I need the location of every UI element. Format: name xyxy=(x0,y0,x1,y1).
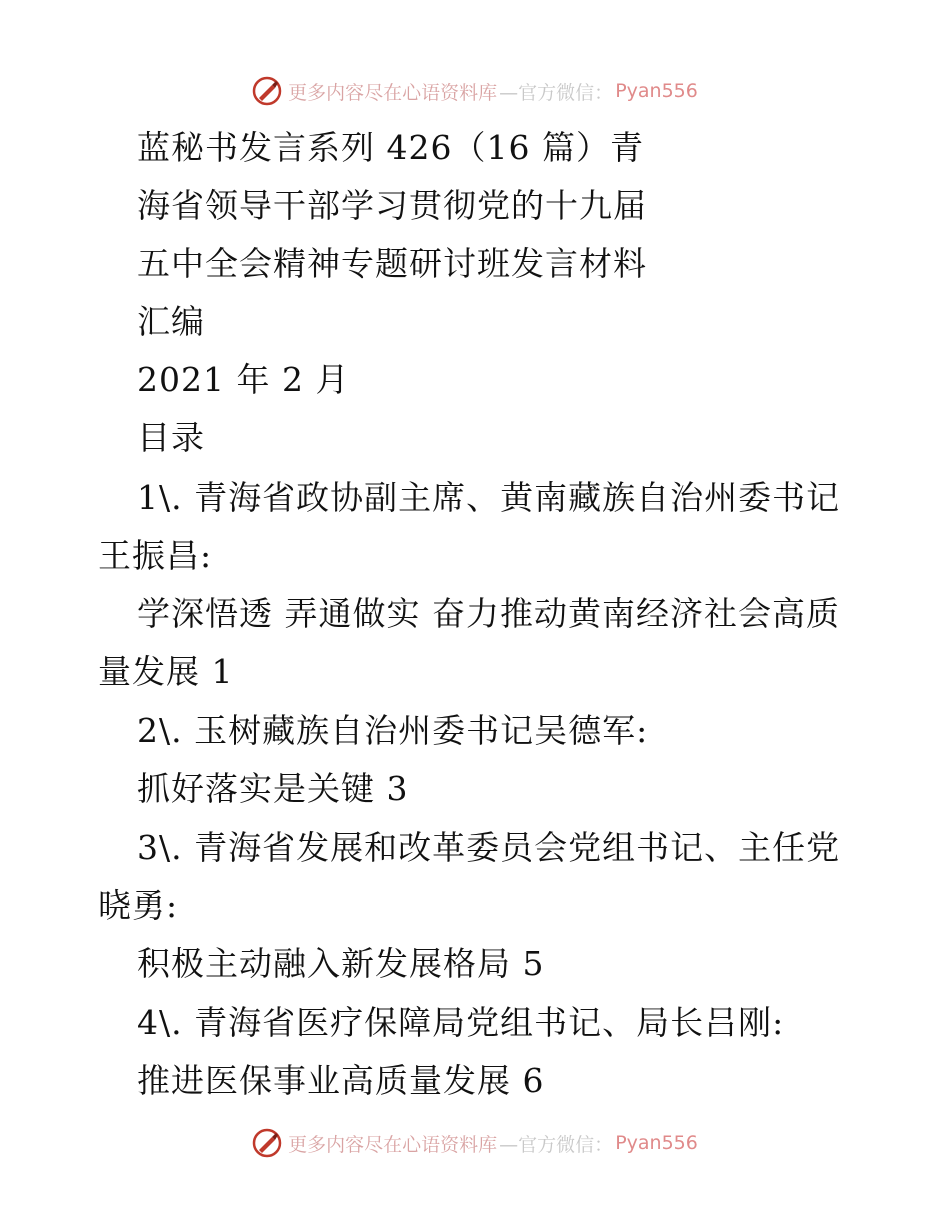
toc-subtitle-3: 积极主动融入新发展格局 5 xyxy=(137,944,545,983)
title-line-3: 五中全会精神专题研讨班发言材料 xyxy=(137,244,647,283)
title-line-2: 海省领导干部学习贯彻党的十九届 xyxy=(137,186,647,225)
watermark-text: 更多内容尽在心语资料库 xyxy=(288,81,498,104)
toc-entry-1: 1\. 青海省政协副主席、黄南藏族自治州委书记 xyxy=(137,478,841,517)
watermark-code: Pyan556 xyxy=(615,80,698,102)
title-line-4: 汇编 xyxy=(137,302,205,341)
footer-watermark xyxy=(0,1128,950,1158)
quill-pen-icon xyxy=(252,1128,282,1158)
toc-subtitle-2: 抓好落实是关键 3 xyxy=(137,769,409,808)
toc-entry-4: 4\. 青海省医疗保障局党组书记、局长吕刚: xyxy=(137,1003,785,1042)
watermark-dash-text: —官方微信： xyxy=(499,1133,614,1156)
toc-subtitle-4: 推进医保事业高质量发展 6 xyxy=(137,1061,545,1100)
toc-heading: 目录 xyxy=(137,418,205,457)
title-line-1: 蓝秘书发言系列 426（16 篇）青 xyxy=(137,128,644,167)
toc-entry-3: 3\. 青海省发展和改革委员会党组书记、主任党 xyxy=(137,828,841,867)
toc-entry-1-cont: 王振昌: xyxy=(98,536,213,575)
toc-subtitle-1-cont: 量发展 1 xyxy=(98,652,234,691)
toc-entry-2: 2\. 玉树藏族自治州委书记吴德军: xyxy=(137,711,649,750)
header-watermark xyxy=(0,76,950,106)
watermark-code: Pyan556 xyxy=(615,1132,698,1154)
toc-entry-3-cont: 晓勇: xyxy=(98,886,179,925)
watermark-text: 更多内容尽在心语资料库 xyxy=(288,1133,498,1156)
quill-pen-icon xyxy=(252,76,282,106)
watermark-dash-text: —官方微信： xyxy=(499,81,614,104)
toc-subtitle-1: 学深悟透 弄通做实 奋力推动黄南经济社会高质 xyxy=(137,594,840,633)
document-date: 2021 年 2 月 xyxy=(137,360,350,399)
